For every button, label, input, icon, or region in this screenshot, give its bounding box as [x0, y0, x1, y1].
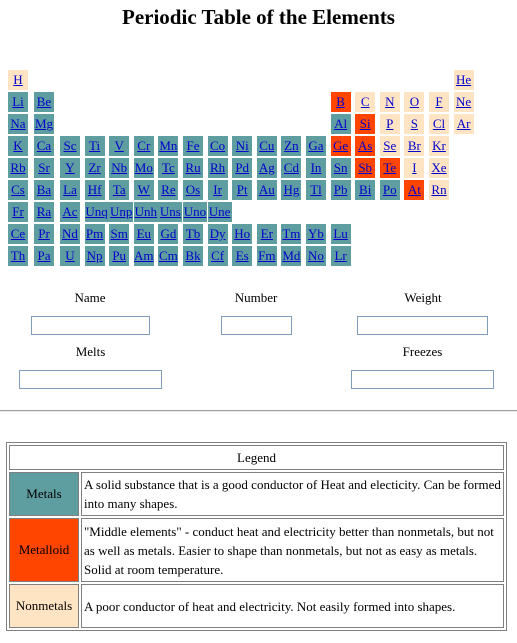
- element-pm[interactable]: Pm: [85, 224, 105, 244]
- element-dy[interactable]: Dy: [208, 224, 228, 244]
- element-cm[interactable]: Cm: [158, 246, 178, 266]
- element-uno[interactable]: Uno: [183, 202, 207, 222]
- element-ag[interactable]: Ag: [257, 158, 277, 178]
- element-p[interactable]: P: [380, 114, 400, 134]
- freezes-field[interactable]: [351, 370, 494, 389]
- element-ho[interactable]: Ho: [232, 224, 252, 244]
- element-md[interactable]: Md: [281, 246, 301, 266]
- element-kr[interactable]: Kr: [429, 136, 449, 156]
- element-at[interactable]: At: [404, 180, 424, 200]
- element-bk[interactable]: Bk: [183, 246, 203, 266]
- element-zn[interactable]: Zn: [281, 136, 301, 156]
- element-unh[interactable]: Unh: [134, 202, 158, 222]
- legend-table: [6, 442, 507, 631]
- legend-heading: Legend: [9, 445, 504, 470]
- element-mg[interactable]: Mg: [34, 114, 54, 134]
- name-field[interactable]: [31, 316, 150, 335]
- element-in[interactable]: In: [306, 158, 326, 178]
- element-y[interactable]: Y: [60, 158, 80, 178]
- melts-field[interactable]: [19, 370, 162, 389]
- element-lr[interactable]: Lr: [331, 246, 351, 266]
- element-rb[interactable]: Rb: [8, 158, 28, 178]
- element-unq[interactable]: Unq: [85, 202, 109, 222]
- melts-label: Melts: [75, 344, 106, 359]
- element-pt[interactable]: Pt: [232, 180, 252, 200]
- element-cu[interactable]: Cu: [257, 136, 277, 156]
- element-cd[interactable]: Cd: [281, 158, 301, 178]
- freezes-label: Freezes: [402, 344, 443, 359]
- horizontal-divider: [0, 410, 517, 412]
- element-cf[interactable]: Cf: [208, 246, 228, 266]
- element-ta[interactable]: Ta: [109, 180, 129, 200]
- element-fe[interactable]: Fe: [183, 136, 203, 156]
- element-cs[interactable]: Cs: [8, 180, 28, 200]
- element-ca[interactable]: Ca: [34, 136, 54, 156]
- element-be[interactable]: Be: [34, 92, 54, 112]
- legend-row-nonmetals: [9, 584, 504, 628]
- element-es[interactable]: Es: [232, 246, 252, 266]
- element-h[interactable]: H: [8, 70, 28, 90]
- element-no[interactable]: No: [306, 246, 326, 266]
- element-ar[interactable]: Ar: [454, 114, 474, 134]
- number-field[interactable]: [221, 316, 292, 335]
- legend-row-metalloid: [9, 518, 504, 582]
- number-label: Number: [234, 290, 278, 305]
- element-pa[interactable]: Pa: [34, 246, 54, 266]
- element-f[interactable]: F: [429, 92, 449, 112]
- element-nb[interactable]: Nb: [109, 158, 129, 178]
- element-ac[interactable]: Ac: [60, 202, 80, 222]
- element-s[interactable]: S: [404, 114, 424, 134]
- element-po[interactable]: Po: [380, 180, 400, 200]
- element-he[interactable]: He: [454, 70, 474, 90]
- element-ce[interactable]: Ce: [8, 224, 28, 244]
- element-br[interactable]: Br: [404, 136, 424, 156]
- element-sc[interactable]: Sc: [60, 136, 80, 156]
- element-unp[interactable]: Unp: [109, 202, 133, 222]
- element-re[interactable]: Re: [158, 180, 178, 200]
- element-tb[interactable]: Tb: [183, 224, 203, 244]
- element-ti[interactable]: Ti: [85, 136, 105, 156]
- element-w[interactable]: W: [134, 180, 154, 200]
- element-hf[interactable]: Hf: [85, 180, 105, 200]
- element-ne[interactable]: Ne: [454, 92, 474, 112]
- element-xe[interactable]: Xe: [429, 158, 449, 178]
- element-pr[interactable]: Pr: [34, 224, 54, 244]
- element-o[interactable]: O: [404, 92, 424, 112]
- metals-description: A solid substance that is a good conductor of Heat and electicity. Can be formed into many shapes.: [81, 472, 504, 516]
- element-er[interactable]: Er: [257, 224, 277, 244]
- element-fr[interactable]: Fr: [8, 202, 28, 222]
- element-np[interactable]: Np: [85, 246, 105, 266]
- periodic-table-grid: [8, 70, 504, 270]
- element-ga[interactable]: Ga: [306, 136, 326, 156]
- element-rh[interactable]: Rh: [208, 158, 228, 178]
- element-al[interactable]: Al: [331, 114, 351, 134]
- element-rn[interactable]: Rn: [429, 180, 449, 200]
- element-c[interactable]: C: [355, 92, 375, 112]
- element-ru[interactable]: Ru: [183, 158, 203, 178]
- element-au[interactable]: Au: [257, 180, 277, 200]
- page-title: Periodic Table of the Elements: [122, 5, 395, 29]
- metalloid-description: "Middle elements" - conduct heat and electricity better than nonmetals, but not as well as metals. Easier to shape than nonmetals, but not as easy as metals. Solid at room temperature.: [81, 518, 504, 582]
- element-pd[interactable]: Pd: [232, 158, 252, 178]
- element-pb[interactable]: Pb: [331, 180, 351, 200]
- element-sr[interactable]: Sr: [34, 158, 54, 178]
- element-ir[interactable]: Ir: [208, 180, 228, 200]
- element-ge[interactable]: Ge: [331, 136, 351, 156]
- nonmetals-swatch: Nonmetals: [9, 584, 79, 628]
- element-cl[interactable]: Cl: [429, 114, 449, 134]
- metalloid-swatch: Metalloid: [9, 518, 79, 582]
- element-fm[interactable]: Fm: [257, 246, 277, 266]
- element-une[interactable]: Une: [208, 202, 232, 222]
- element-li[interactable]: Li: [8, 92, 28, 112]
- element-sb[interactable]: Sb: [355, 158, 375, 178]
- element-cr[interactable]: Cr: [134, 136, 154, 156]
- element-os[interactable]: Os: [183, 180, 203, 200]
- element-nd[interactable]: Nd: [60, 224, 80, 244]
- element-uns[interactable]: Uns: [158, 202, 182, 222]
- element-i[interactable]: I: [404, 158, 424, 178]
- element-ra[interactable]: Ra: [34, 202, 54, 222]
- element-u[interactable]: U: [60, 246, 80, 266]
- element-k[interactable]: K: [8, 136, 28, 156]
- element-b[interactable]: B: [331, 92, 351, 112]
- element-ba[interactable]: Ba: [34, 180, 54, 200]
- element-se[interactable]: Se: [380, 136, 400, 156]
- element-te[interactable]: Te: [380, 158, 400, 178]
- element-sn[interactable]: Sn: [331, 158, 351, 178]
- element-bi[interactable]: Bi: [355, 180, 375, 200]
- element-lu[interactable]: Lu: [331, 224, 351, 244]
- weight-field[interactable]: [357, 316, 488, 335]
- element-tm[interactable]: Tm: [281, 224, 301, 244]
- element-n[interactable]: N: [380, 92, 400, 112]
- element-si[interactable]: Si: [355, 114, 375, 134]
- element-yb[interactable]: Yb: [306, 224, 326, 244]
- element-tc[interactable]: Tc: [158, 158, 178, 178]
- element-mo[interactable]: Mo: [134, 158, 154, 178]
- element-as[interactable]: As: [355, 136, 375, 156]
- element-eu[interactable]: Eu: [134, 224, 154, 244]
- metals-swatch: Metals: [9, 472, 79, 516]
- element-tl[interactable]: Tl: [306, 180, 326, 200]
- weight-label: Weight: [404, 290, 442, 305]
- legend-row-metals: [9, 472, 504, 516]
- element-th[interactable]: Th: [8, 246, 28, 266]
- element-v[interactable]: V: [109, 136, 129, 156]
- element-ni[interactable]: Ni: [232, 136, 252, 156]
- element-zr[interactable]: Zr: [85, 158, 105, 178]
- element-sm[interactable]: Sm: [109, 224, 129, 244]
- element-la[interactable]: La: [60, 180, 80, 200]
- element-pu[interactable]: Pu: [109, 246, 129, 266]
- element-am[interactable]: Am: [134, 246, 154, 266]
- element-mn[interactable]: Mn: [158, 136, 178, 156]
- element-hg[interactable]: Hg: [281, 180, 301, 200]
- nonmetals-description: A poor conductor of heat and electricity. Not easily formed into shapes.: [81, 584, 504, 628]
- element-na[interactable]: Na: [8, 114, 28, 134]
- name-label: Name: [74, 290, 106, 305]
- element-co[interactable]: Co: [208, 136, 228, 156]
- element-gd[interactable]: Gd: [158, 224, 178, 244]
